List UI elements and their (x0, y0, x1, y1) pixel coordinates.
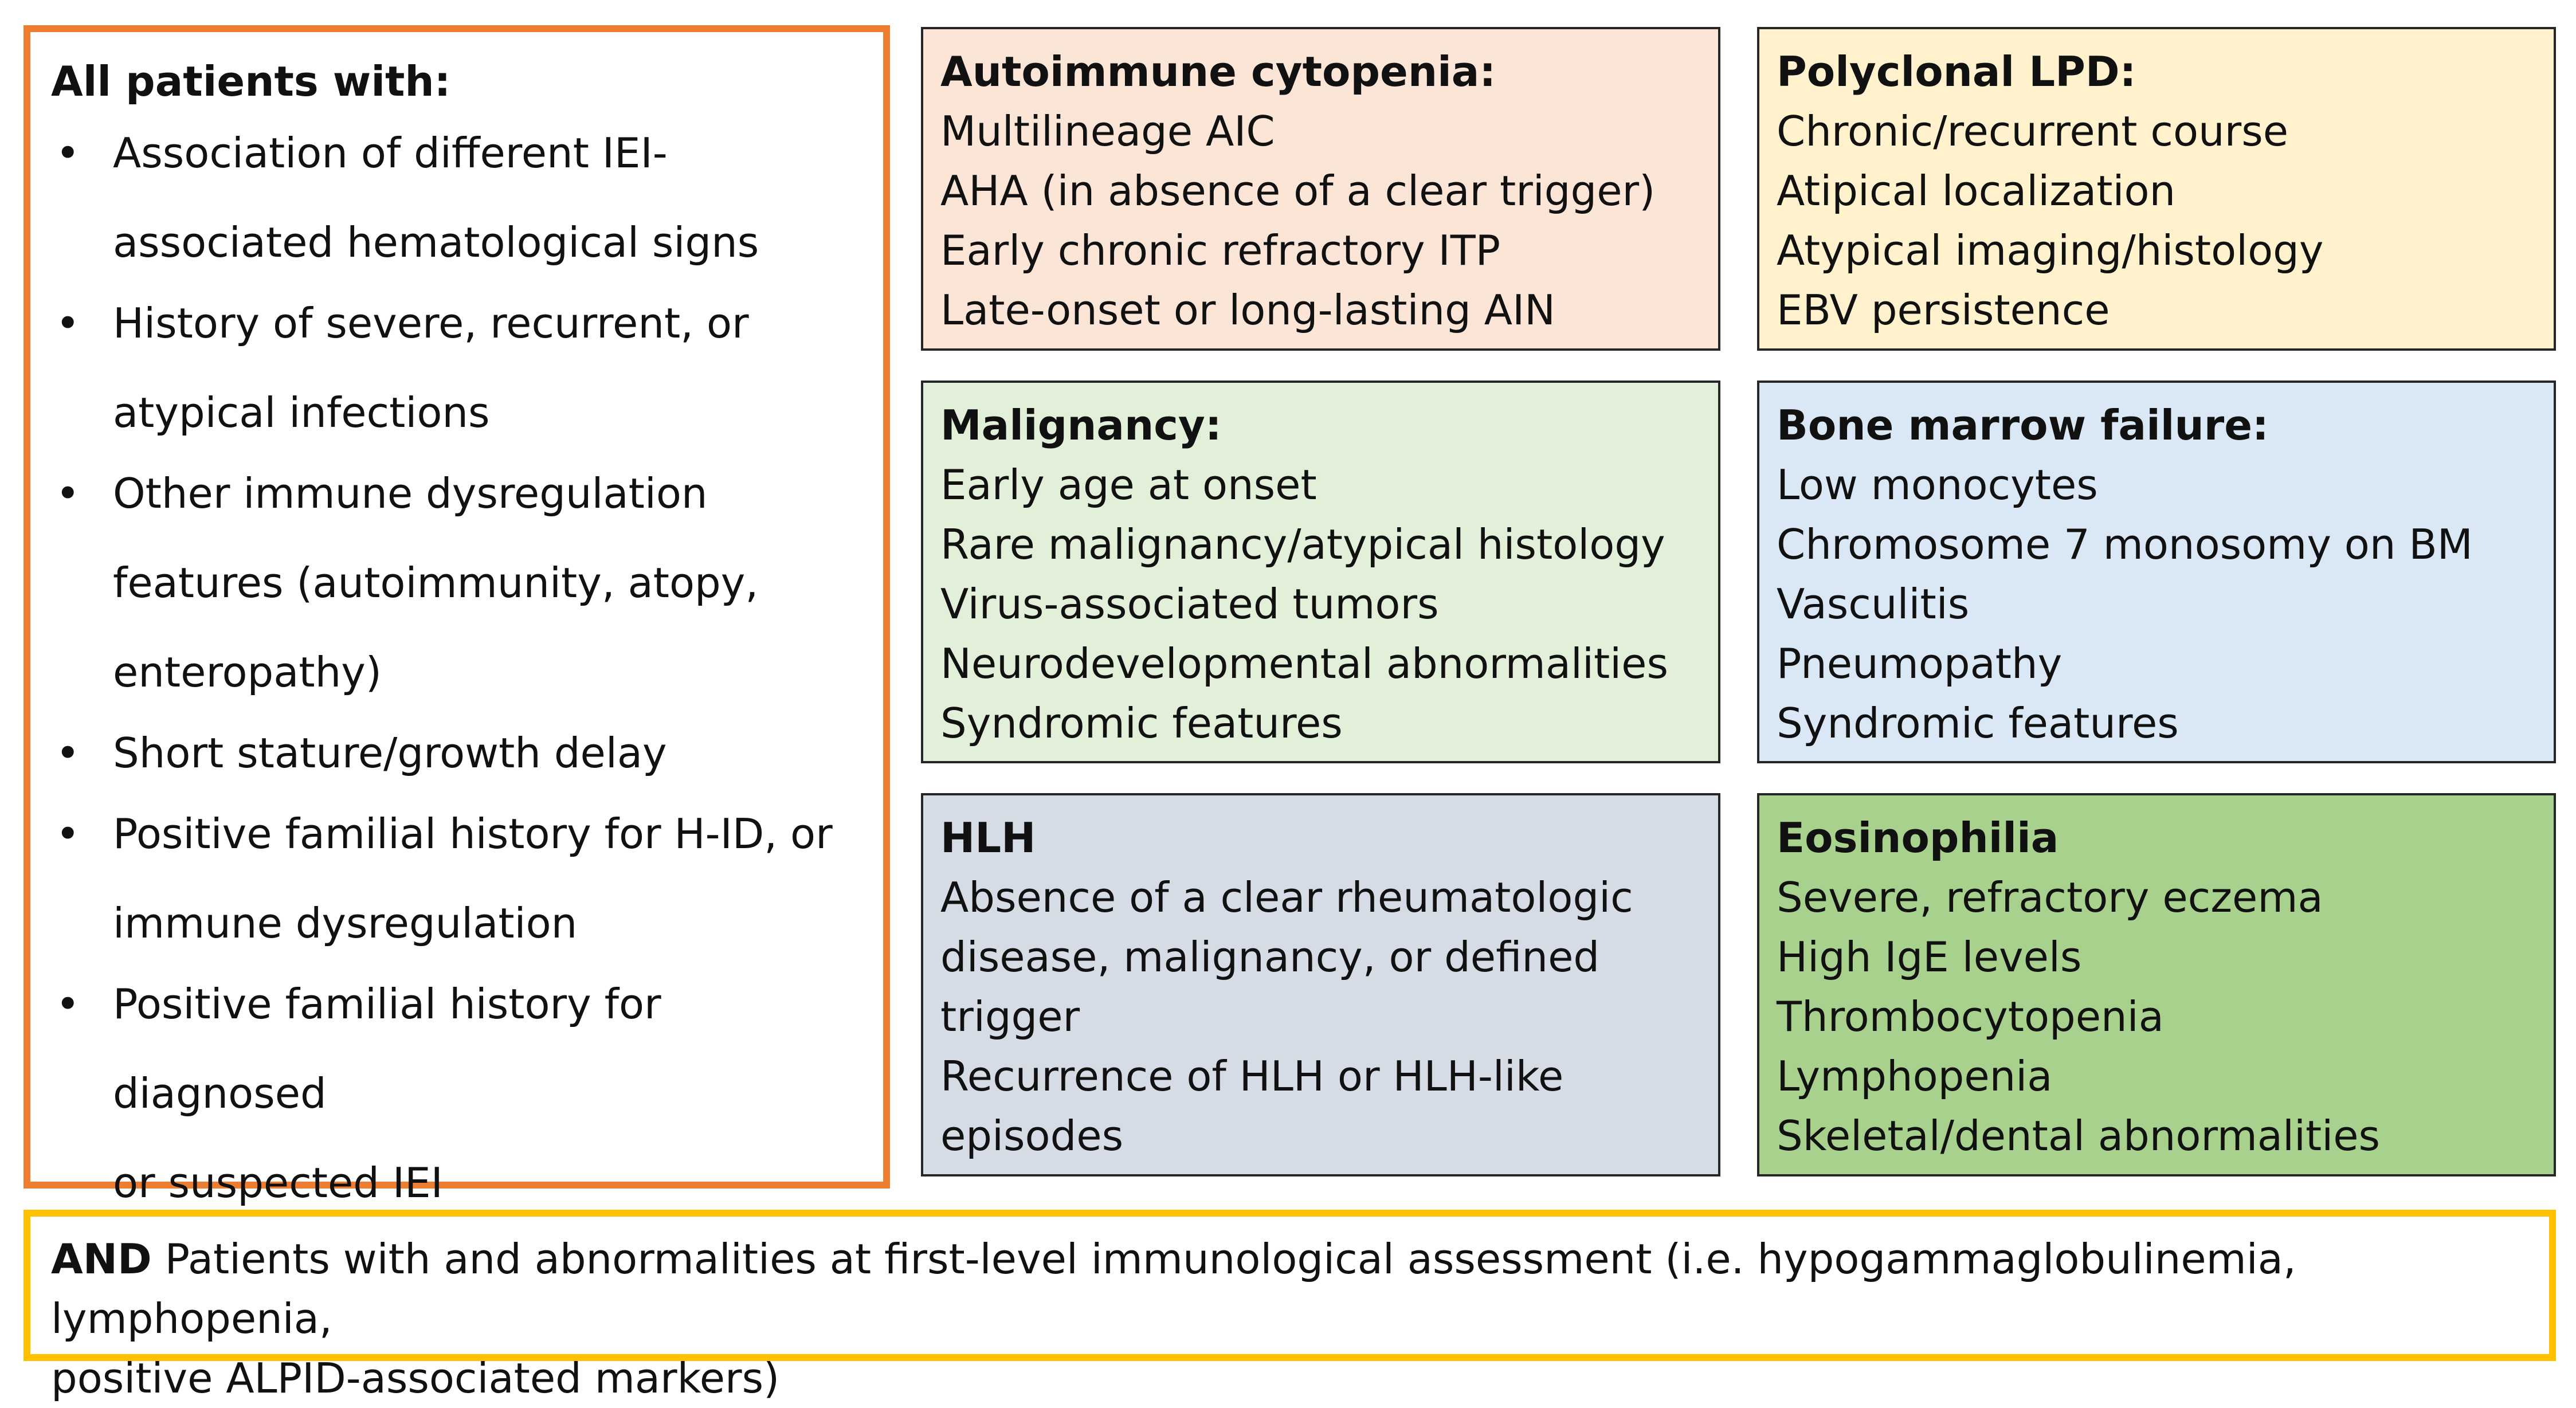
autoimmune-cytopenia-box (921, 27, 1720, 351)
additional-criteria-box (23, 1210, 2556, 1402)
bullet-icon: • (56, 980, 80, 1028)
malignancy-box (921, 381, 1720, 763)
category-line: Absence of a clear rheumatologic (940, 873, 1633, 921)
criteria-line: immune dysregulation (113, 899, 578, 947)
category-line: Multilineage AIC (940, 107, 1275, 155)
criteria-line: Association of different IEI- (113, 129, 668, 177)
category-line: Recurrence of HLH or HLH-like (940, 1052, 1564, 1100)
category-title: HLH (940, 814, 1036, 862)
category-line: episodes (940, 1112, 1124, 1160)
criteria-line: Positive familial history for diagnosed (113, 980, 661, 1117)
category-line: EBV persistence (1777, 286, 2110, 334)
general-criteria-box (23, 25, 890, 1207)
criteria-line: enteropathy) (113, 648, 382, 696)
category-line: Chromosome 7 monosomy on BM (1777, 520, 2473, 568)
category-line: Pneumopathy (1777, 640, 2063, 688)
bone-marrow-failure-box (1757, 381, 2556, 763)
category-line: Skeletal/dental abnormalities (1777, 1112, 2381, 1160)
criteria-item (51, 708, 883, 798)
additional-criteria-text: Patients with and abnormalities at first-level immunological assessment (i.e. hypogammaglobulinemia, lymphopenia, (51, 1235, 2296, 1343)
hlh-box (921, 793, 1720, 1176)
criteria-item (51, 108, 883, 287)
criteria-line: atypical infections (113, 389, 490, 437)
category-line: Early age at onset (940, 461, 1317, 509)
criteria-line: or suspected IEI (113, 1159, 443, 1207)
criteria-item (51, 449, 883, 717)
category-line: Chronic/recurrent course (1777, 107, 2289, 155)
category-line: trigger (940, 993, 1080, 1041)
category-line: Atipical localization (1777, 167, 2176, 215)
criteria-line: associated hematological signs (113, 218, 759, 266)
category-line: High IgE levels (1777, 933, 2082, 981)
bullet-icon: • (56, 129, 80, 177)
category-line: disease, malignancy, or defined (940, 933, 1600, 981)
category-line: Atypical imaging/histology (1777, 226, 2324, 274)
category-title: Bone marrow failure: (1777, 401, 2269, 449)
and-label: AND (51, 1235, 152, 1283)
category-title: Polyclonal LPD: (1777, 48, 2136, 96)
criteria-line: features (autoimmunity, atopy, (113, 559, 759, 607)
category-line: Rare malignancy/atypical histology (940, 520, 1665, 568)
category-line: Neurodevelopmental abnormalities (940, 640, 1668, 688)
category-line: Syndromic features (940, 699, 1343, 747)
criteria-item (51, 789, 883, 968)
category-line: Low monocytes (1777, 461, 2098, 509)
criteria-line: Short stature/growth delay (113, 729, 667, 777)
bullet-icon: • (56, 299, 80, 347)
criteria-line: History of severe, recurrent, or (113, 299, 749, 347)
additional-criteria-text: positive ALPID-associated markers) (51, 1354, 780, 1402)
criteria-item (51, 959, 883, 1227)
category-title: Autoimmune cytopenia: (940, 48, 1496, 96)
category-line: Thrombocytopenia (1777, 993, 2164, 1041)
category-line: AHA (in absence of a clear trigger) (940, 167, 1656, 215)
category-line: Late-onset or long-lasting AIN (940, 286, 1556, 334)
criteria-line: Other immune dysregulation (113, 469, 708, 517)
category-line: Syndromic features (1777, 699, 2179, 747)
eosinophilia-box (1757, 793, 2556, 1176)
general-criteria-list (51, 108, 883, 1227)
category-line: Vasculitis (1777, 580, 1970, 628)
general-criteria-title: All patients with: (51, 57, 451, 105)
bullet-icon: • (56, 469, 80, 517)
category-line: Lymphopenia (1777, 1052, 2053, 1100)
category-title: Eosinophilia (1777, 814, 2059, 862)
bullet-icon: • (56, 729, 80, 777)
category-line: Severe, refractory eczema (1777, 873, 2323, 921)
criteria-line: Positive familial history for H-ID, or (113, 810, 833, 858)
polyclonal-lpd-box (1757, 27, 2556, 351)
category-line: Early chronic refractory ITP (940, 226, 1501, 274)
criteria-item (51, 279, 883, 457)
category-title: Malignancy: (940, 401, 1222, 449)
bullet-icon: • (56, 810, 80, 858)
category-line: Virus-associated tumors (940, 580, 1439, 628)
